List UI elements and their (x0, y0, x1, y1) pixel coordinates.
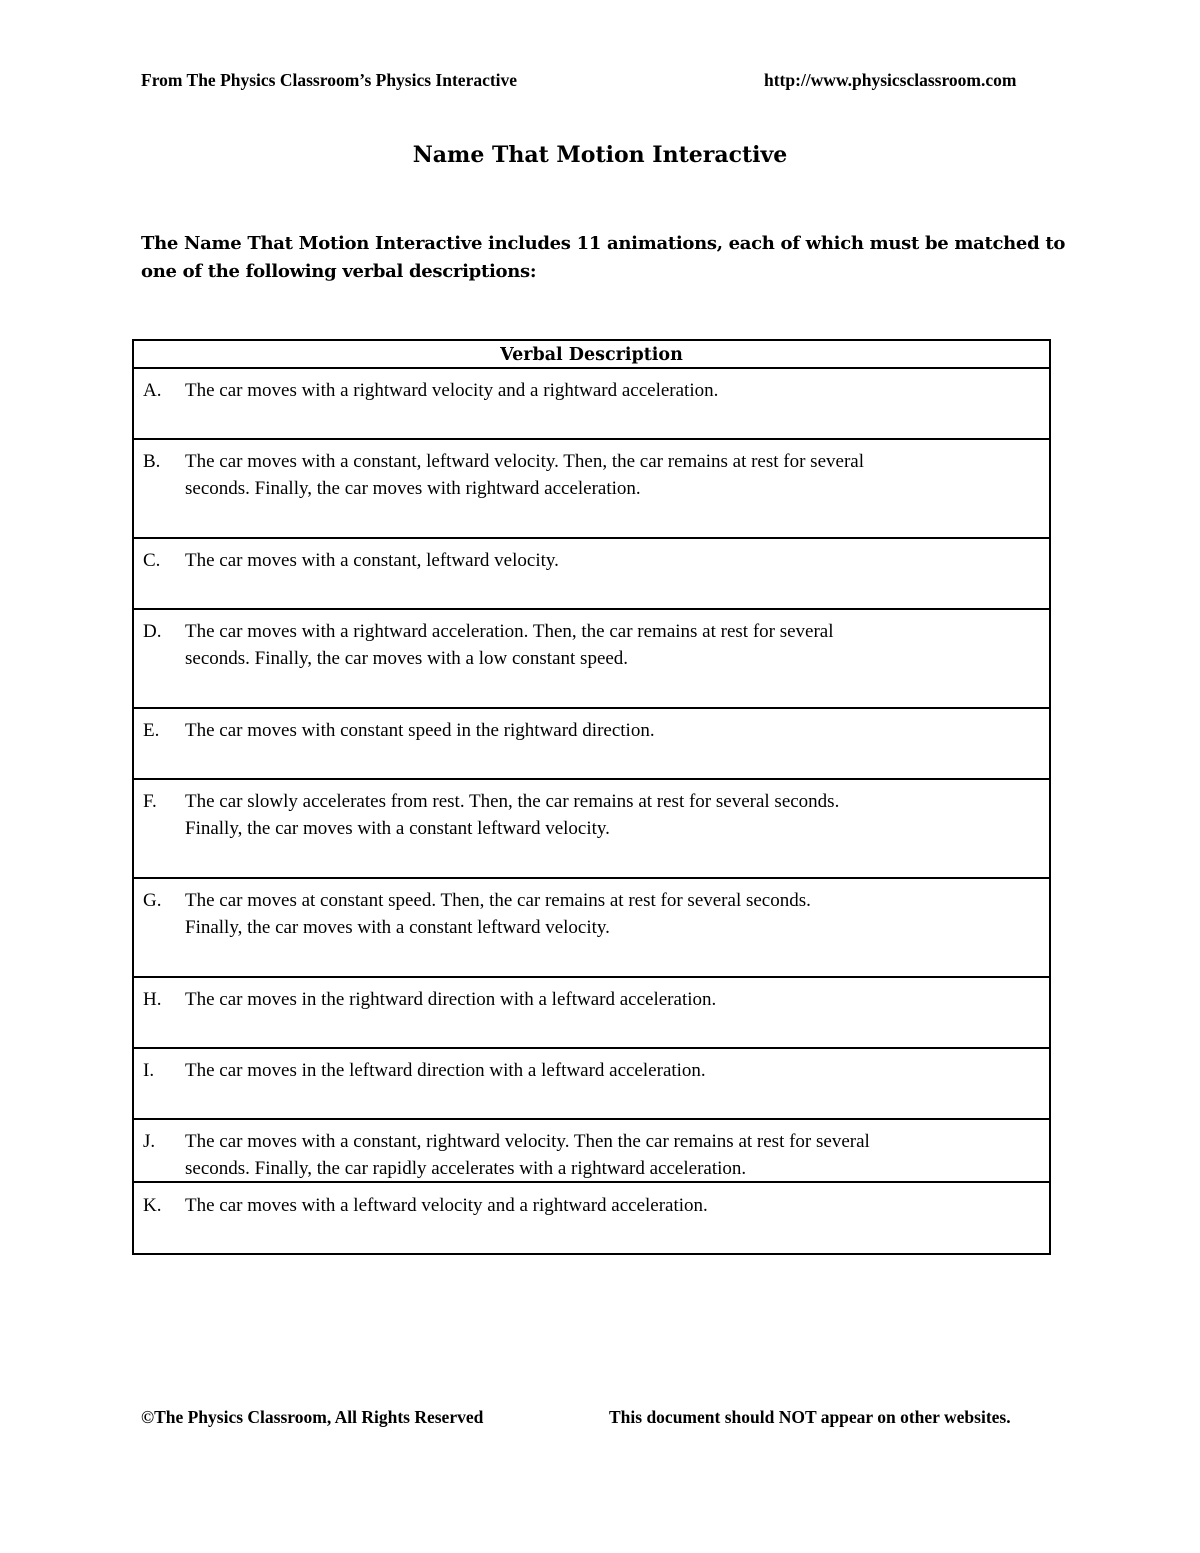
row-description: The car moves with a rightward acceleration. Then, the car remains at rest for several seconds. Finally, the car moves with a low constant speed. (185, 621, 834, 669)
row-description: The car moves with a constant, leftward velocity. (185, 550, 559, 571)
table-row (134, 879, 1049, 978)
row-letter: K. (143, 1195, 162, 1216)
copyright-notice: ©The Physics Classroom, All Rights Reserved (141, 1407, 484, 1427)
verbal-description-table (132, 339, 1051, 1255)
table-row (134, 1049, 1049, 1120)
table-row (134, 780, 1049, 879)
row-letter: D. (143, 621, 162, 642)
row-description: The car moves in the leftward direction with a leftward acceleration. (185, 1060, 706, 1081)
row-description: The car moves at constant speed. Then, the car remains at rest for several seconds. Finally, the car moves with a constant leftward velocity. (185, 890, 811, 938)
row-letter: B. (143, 451, 161, 472)
row-letter: F. (143, 791, 157, 812)
table-row (134, 1120, 1049, 1183)
row-description: The car moves with constant speed in the rightward direction. (185, 720, 655, 741)
row-letter: H. (143, 989, 162, 1010)
table-row (134, 978, 1049, 1049)
table-row (134, 539, 1049, 610)
table-header: Verbal Description (134, 341, 1049, 369)
row-letter: C. (143, 550, 161, 571)
row-description: The car slowly accelerates from rest. Then, the car remains at rest for several seconds. Finally, the car moves with a constant leftward velocity. (185, 791, 840, 839)
table-row (134, 440, 1049, 539)
row-description: The car moves with a leftward velocity and a rightward acceleration. (185, 1195, 708, 1216)
distribution-notice: This document should NOT appear on other websites. (609, 1407, 1011, 1427)
intro-paragraph: The Name That Motion Interactive includes 11 animations, each of which must be matched to one of the following verbal descriptions: (141, 233, 1066, 282)
page-title: Name That Motion Interactive (412, 142, 788, 168)
row-description: The car moves in the rightward direction with a leftward acceleration. (185, 989, 717, 1010)
table-row (134, 369, 1049, 440)
table-row (134, 709, 1049, 780)
row-description: The car moves with a rightward velocity and a rightward acceleration. (185, 380, 719, 401)
row-letter: J. (143, 1131, 156, 1152)
table-row (134, 610, 1049, 709)
header-url: http://www.physicsclassroom.com (764, 70, 1017, 90)
header-source: From The Physics Classroom’s Physics Interactive (141, 70, 518, 90)
row-letter: G. (143, 890, 162, 911)
table-row (134, 1183, 1049, 1253)
row-letter: E. (143, 720, 160, 741)
row-description: The car moves with a constant, rightward velocity. Then the car remains at rest for several seconds. Finally, the car rapidly accelerates with a rightward acceleration. (185, 1131, 870, 1179)
row-letter: I. (143, 1060, 155, 1081)
row-letter: A. (143, 380, 162, 401)
row-description: The car moves with a constant, leftward velocity. Then, the car remains at rest for several seconds. Finally, the car moves with rightward acceleration. (185, 451, 864, 499)
